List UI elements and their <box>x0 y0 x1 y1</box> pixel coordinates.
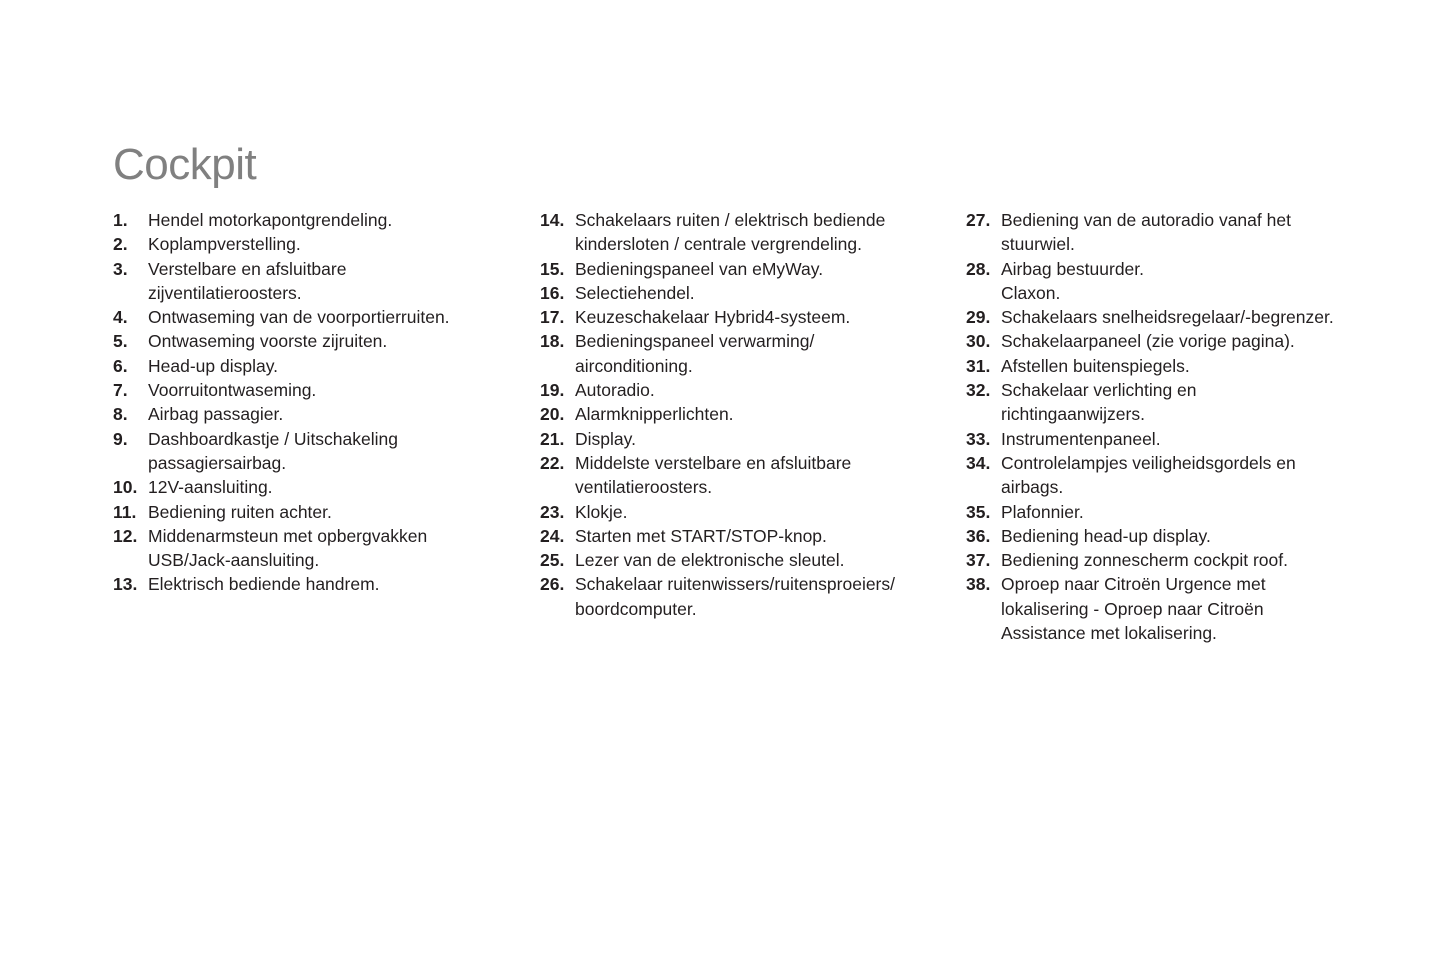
legend-item <box>540 257 940 281</box>
legend-item-number: 7. <box>113 380 128 401</box>
legend-item-text: Bediening zonnescherm cockpit roof. <box>1001 550 1288 571</box>
legend-item <box>540 305 940 329</box>
legend-item-number: 5. <box>113 331 128 352</box>
legend-item <box>113 572 513 596</box>
legend-item-number: 11. <box>113 501 137 522</box>
legend-item <box>966 572 1386 645</box>
legend-item-number: 28. <box>966 258 991 279</box>
legend-item-number: 34. <box>966 452 991 473</box>
legend-item <box>966 329 1386 353</box>
legend-item <box>113 232 513 256</box>
legend-item <box>113 305 513 329</box>
legend-item-number: 33. <box>966 428 991 449</box>
legend-item-text: Ontwaseming van de voorportierruiten. <box>148 307 450 328</box>
legend-item-number: 3. <box>113 258 128 279</box>
legend-item-text: Elektrisch bediende handrem. <box>148 574 380 595</box>
legend-item-number: 32. <box>966 380 991 401</box>
legend-item-text: Bediening ruiten achter. <box>148 501 332 522</box>
legend-item-number: 22. <box>540 452 565 473</box>
legend-item-text: Voorruitontwaseming. <box>148 380 317 401</box>
legend-item-text: Airbag bestuurder. Claxon. <box>1001 258 1145 303</box>
legend-item-number: 31. <box>966 355 991 376</box>
legend-item <box>966 305 1386 329</box>
legend-item <box>540 281 940 305</box>
legend-item-text: Klokje. <box>575 501 628 522</box>
legend-item-number: 16. <box>540 282 565 303</box>
legend-item-number: 13. <box>113 574 138 595</box>
legend-item <box>113 524 513 573</box>
legend-item-text: Starten met START/STOP-knop. <box>575 525 827 546</box>
legend-item-number: 15. <box>540 258 565 279</box>
legend-item <box>113 427 513 476</box>
legend-item-number: 17. <box>540 307 565 328</box>
legend-item-text: Airbag passagier. <box>148 404 284 425</box>
legend-item <box>540 329 940 378</box>
legend-item <box>966 427 1386 451</box>
legend-item-text: Schakelaar ruitenwissers/ruitensproeiers/ boordcomputer. <box>575 574 895 619</box>
legend-item <box>966 548 1386 572</box>
legend-column-3 <box>966 208 1386 645</box>
legend-item-number: 8. <box>113 404 128 425</box>
legend-item-text: Dashboardkastje / Uitschakeling passagiersairbag. <box>148 428 398 473</box>
legend-item <box>966 208 1386 257</box>
legend-item-text: Keuzeschakelaar Hybrid4-systeem. <box>575 307 851 328</box>
legend-item <box>113 475 513 499</box>
legend-item-number: 27. <box>966 210 991 230</box>
legend-item-number: 10. <box>113 477 138 498</box>
legend-item <box>540 402 940 426</box>
legend-item <box>966 524 1386 548</box>
legend-item-text: Middenarmsteun met opbergvakken USB/Jack-aansluiting. <box>148 525 428 571</box>
legend-item-number: 2. <box>113 234 128 255</box>
legend-item <box>540 451 940 500</box>
legend-item <box>540 208 940 257</box>
legend-item-number: 38. <box>966 574 991 595</box>
legend-item <box>966 378 1386 427</box>
legend-item <box>540 524 940 548</box>
legend-item-text: Autoradio. <box>575 380 655 401</box>
legend-item <box>966 451 1386 500</box>
legend-item-number: 35. <box>966 501 991 522</box>
legend-item-text: Bediening van de autoradio vanaf het stuurwiel. <box>1001 210 1291 255</box>
legend-item <box>540 427 940 451</box>
legend-item-text: 12V-aansluiting. <box>148 477 273 498</box>
legend-item-number: 4. <box>113 307 128 328</box>
legend-item-text: Ontwaseming voorste zijruiten. <box>148 331 388 352</box>
legend-item-text: Schakelaar verlichting en richtingaanwijzers. <box>1001 380 1197 425</box>
legend-item-text: Bedieningspaneel verwarming/ airconditioning. <box>575 331 815 376</box>
legend-item-text: Hendel motorkapontgrendeling. <box>148 210 393 230</box>
legend-item-text: Bedieningspaneel van eMyWay. <box>575 258 824 279</box>
legend-item-text: Instrumentenpaneel. <box>1001 428 1161 449</box>
legend-item <box>113 500 513 524</box>
legend-item-number: 30. <box>966 331 991 352</box>
legend-item-number: 29. <box>966 307 991 328</box>
legend-item-text: Koplampverstelling. <box>148 234 301 255</box>
legend-item-text: Schakelaars snelheidsregelaar/-begrenzer. <box>1001 307 1334 328</box>
legend-item <box>966 500 1386 524</box>
legend-item <box>113 257 513 306</box>
legend-item <box>113 354 513 378</box>
legend-item-number: 20. <box>540 404 565 425</box>
legend-item-number: 12. <box>113 525 138 546</box>
legend-item-number: 23. <box>540 501 565 522</box>
legend-item-text: Oproep naar Citroën Urgence met lokalisering - Oproep naar Citroën Assistance met lokalisering. <box>1001 574 1266 644</box>
legend-item <box>540 500 940 524</box>
legend-item-number: 24. <box>540 525 565 546</box>
legend-item-number: 25. <box>540 550 565 571</box>
legend-item <box>966 257 1386 306</box>
legend-item-text: Bediening head-up display. <box>1001 525 1211 546</box>
legend-item-number: 21. <box>540 428 565 449</box>
legend-item <box>966 354 1386 378</box>
legend-item-text: Verstelbare en afsluitbare zijventilatieroosters. <box>148 258 347 303</box>
legend-item <box>113 208 513 232</box>
legend-item-number: 1. <box>113 210 128 230</box>
legend-item <box>113 329 513 353</box>
legend-item-text: Controlelampjes veiligheidsgordels en airbags. <box>1001 452 1296 498</box>
legend-column-1 <box>113 208 513 597</box>
legend-item-text: Lezer van de elektronische sleutel. <box>575 550 845 571</box>
legend-item-number: 19. <box>540 380 565 401</box>
legend-item-text: Plafonnier. <box>1001 501 1084 522</box>
legend-item <box>113 378 513 402</box>
legend-item <box>540 378 940 402</box>
legend-item-text: Alarmknipperlichten. <box>575 404 734 425</box>
legend-item-text: Afstellen buitenspiegels. <box>1001 355 1190 376</box>
legend-item <box>113 402 513 426</box>
legend-item-number: 18. <box>540 331 565 352</box>
legend-item-text: Selectiehendel. <box>575 282 695 303</box>
legend-item-number: 9. <box>113 428 128 449</box>
legend-item-text: Schakelaars ruiten / elektrisch bediende kindersloten / centrale vergrendeling. <box>575 210 886 255</box>
legend-item-text: Schakelaarpaneel (zie vorige pagina). <box>1001 331 1295 352</box>
legend-item-text: Display. <box>575 428 636 449</box>
legend-column-2 <box>540 208 940 621</box>
legend-item <box>540 572 940 621</box>
legend-item-number: 6. <box>113 355 128 376</box>
legend-item-number: 14. <box>540 210 565 230</box>
legend-item <box>540 548 940 572</box>
page-title: Cockpit <box>113 140 257 189</box>
legend-item-number: 37. <box>966 550 991 571</box>
legend-item-text: Middelste verstelbare en afsluitbare ventilatieroosters. <box>575 452 852 498</box>
legend-item-number: 26. <box>540 574 565 595</box>
legend-item-text: Head-up display. <box>148 355 279 376</box>
legend-item-number: 36. <box>966 525 991 546</box>
